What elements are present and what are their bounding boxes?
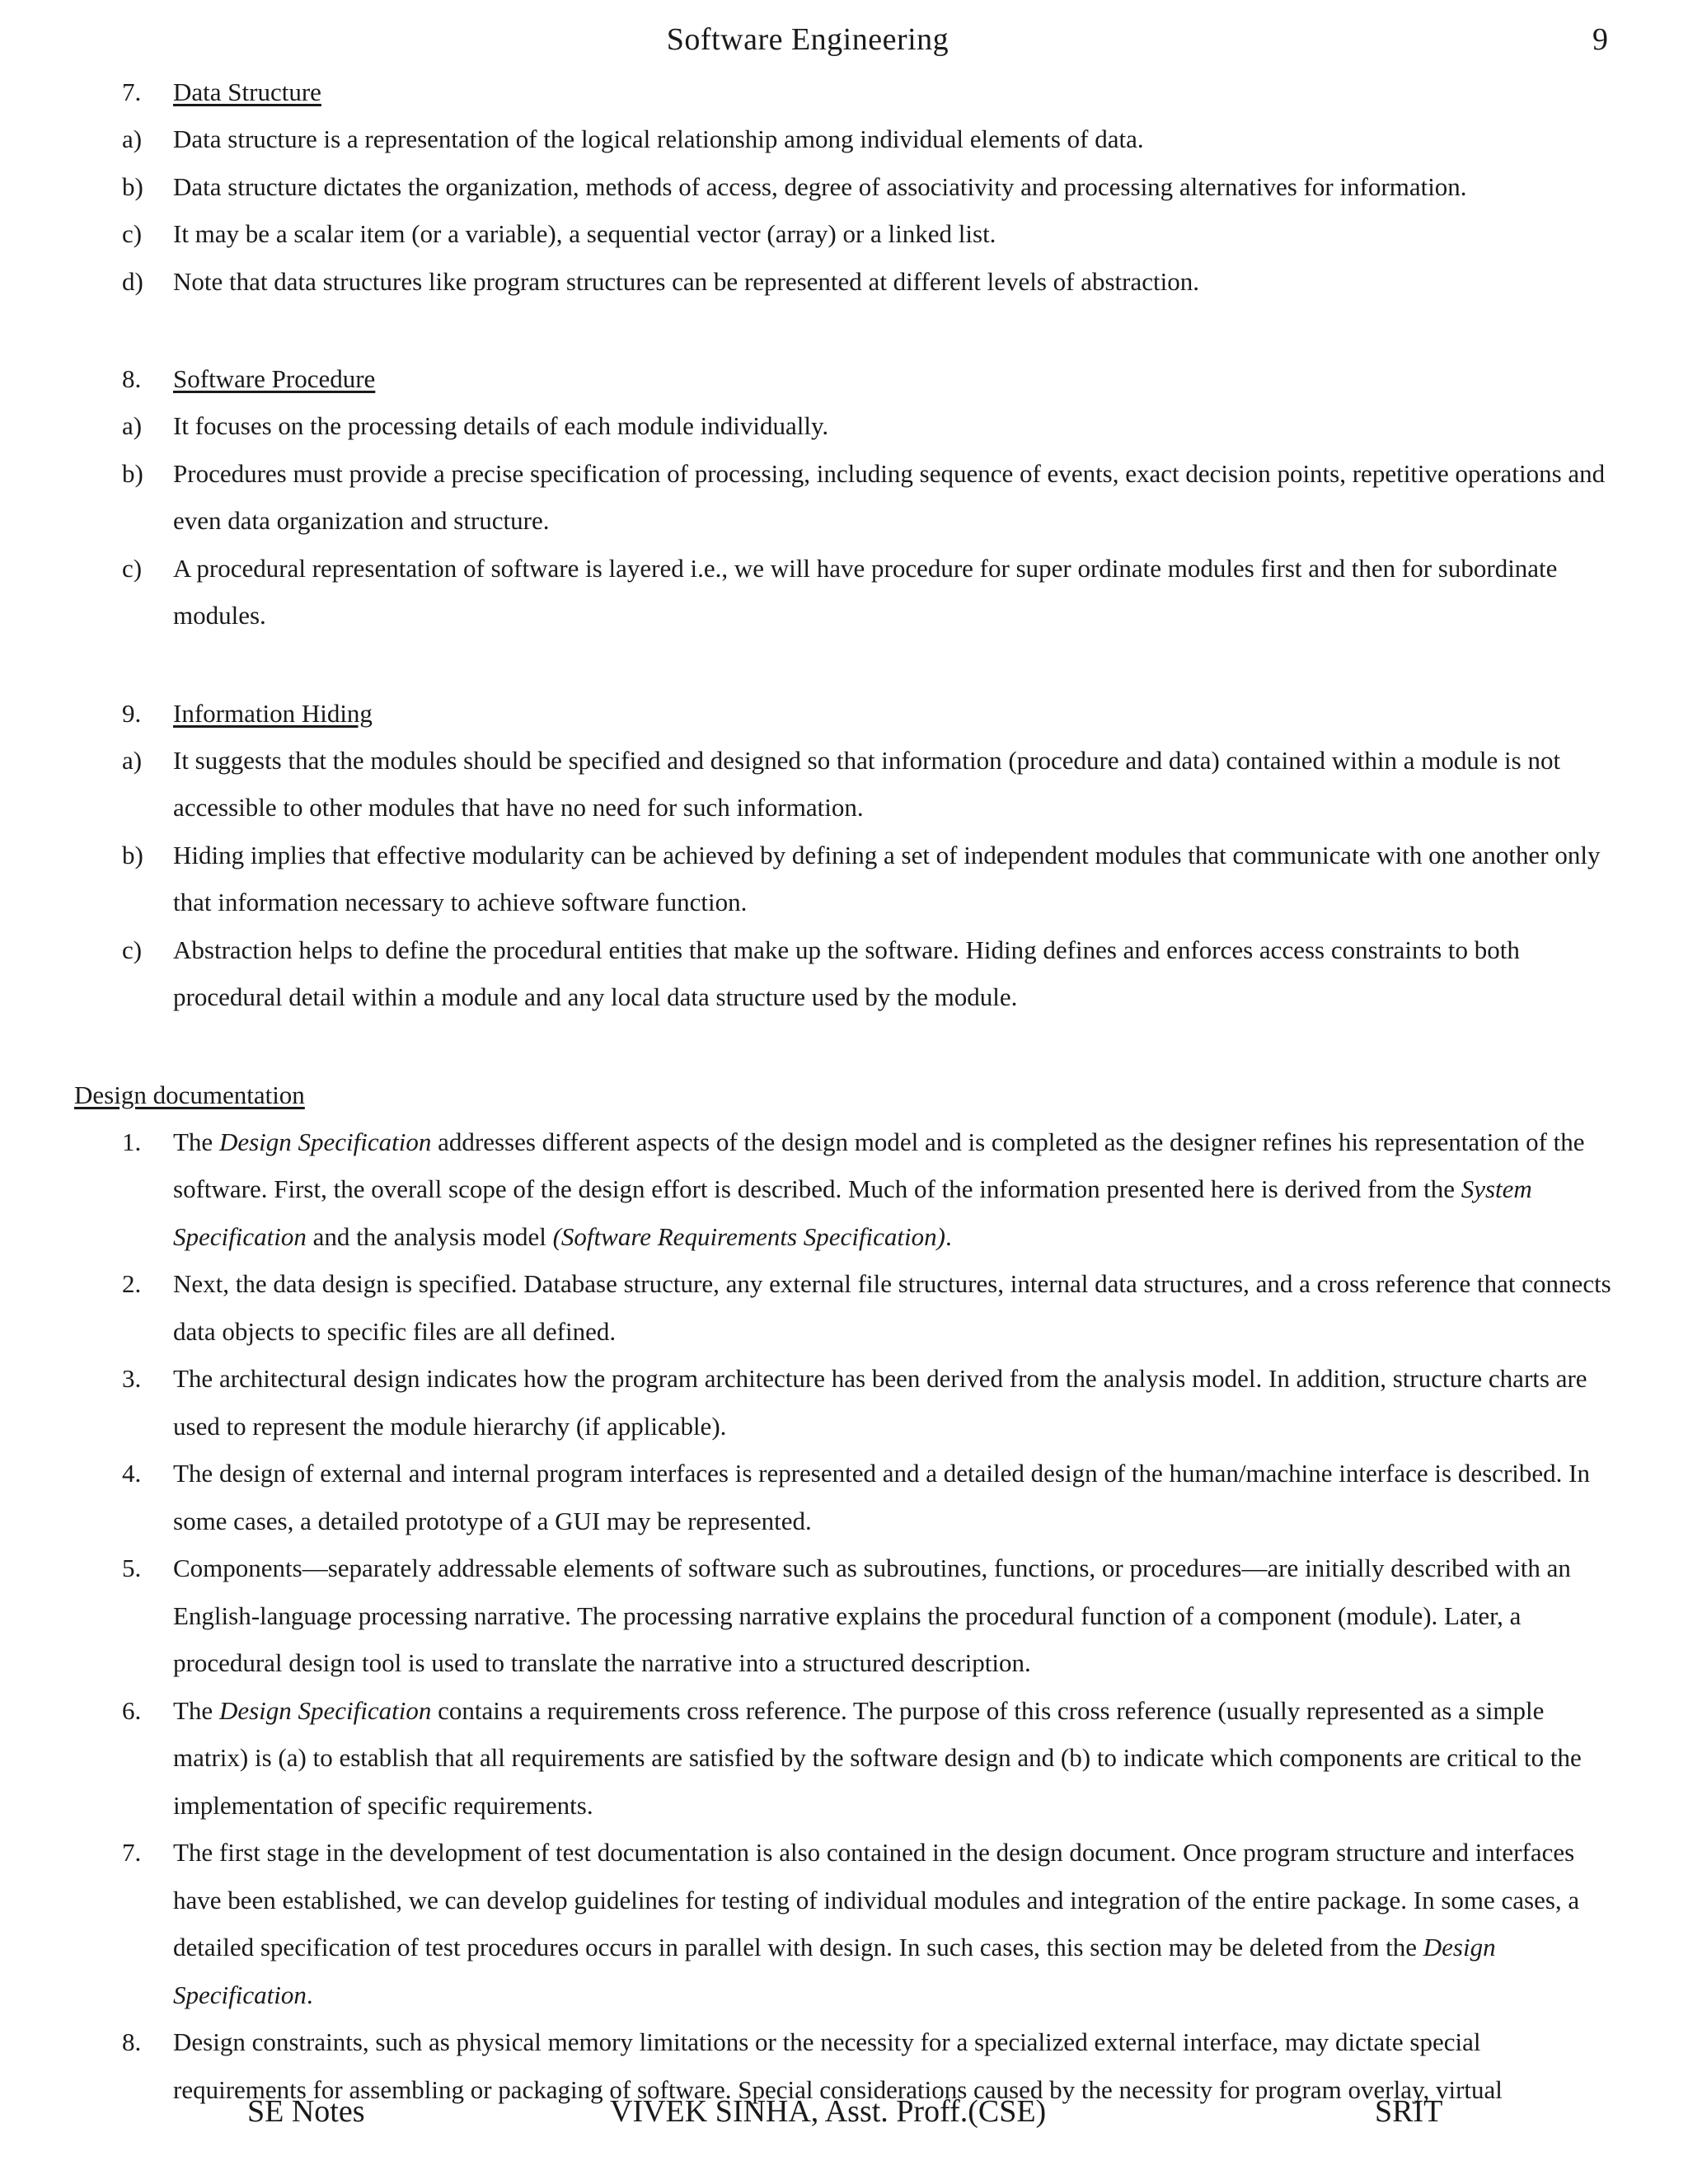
list-marker: 4. xyxy=(122,1459,142,1488)
list-item-text: Hiding implies that effective modularity can be achieved by defining a set of independent modules that communicate with one another only that information necessary to achieve software function. xyxy=(173,840,1601,916)
list-item-text xyxy=(173,1260,1611,1355)
section-title: Design documentation xyxy=(74,1080,305,1109)
list-marker: b) xyxy=(122,171,143,201)
section-information-hiding xyxy=(0,691,1688,1021)
list-marker: 8. xyxy=(122,2027,142,2056)
italic-text: Design Specification xyxy=(218,1695,432,1725)
page-number: 9 xyxy=(1592,22,1608,57)
list-item-text xyxy=(173,1450,1611,1544)
spacer xyxy=(0,640,1688,691)
list-marker: a) xyxy=(122,411,143,440)
list-item xyxy=(0,402,1688,450)
list-marker: 6. xyxy=(122,1695,142,1725)
italic-text: (Software Requirements Specification) xyxy=(552,1221,945,1251)
list-item xyxy=(0,832,1688,926)
text-run: Components—separately addressable elements of software such as subroutines, functions, or procedures—are initially described with an English-language processing narrative. The processing narrative explains the procedural function of a component (module). Later, a procedural design tool is used to translate the narrative into a structured description. xyxy=(173,1554,1571,1677)
text-run: Design constraints, such as physical memory limitations or the necessity for a specialized external interface, may dictate special requirements for assembling or packaging of software. Special considerations caused by the necessity for program overlay, virtual xyxy=(173,2027,1503,2104)
section-heading xyxy=(0,691,1688,737)
list-item xyxy=(0,115,1688,163)
text-run: The xyxy=(173,1127,219,1156)
page-content xyxy=(0,69,1688,2113)
list-item xyxy=(0,1355,1688,1450)
list-item-text: Data structure dictates the organization, methods of access, degree of associativity and processing alternatives for information. xyxy=(173,171,1467,201)
list-marker: 7. xyxy=(122,1838,142,1867)
section-heading xyxy=(0,356,1688,402)
italic-text: Design Specification xyxy=(173,1933,1496,2009)
text-run: . xyxy=(306,1980,313,2009)
list-item xyxy=(0,1450,1688,1544)
footer-course: SE Notes xyxy=(247,2094,365,2129)
list-marker: b) xyxy=(122,840,143,869)
footer-institute: SRIT xyxy=(1375,2094,1443,2129)
list-marker: a) xyxy=(122,745,143,775)
section-title: Software Procedure xyxy=(173,364,376,393)
list-item xyxy=(0,1260,1688,1355)
list-item-text xyxy=(173,1544,1611,1687)
footer-author: VIVEK SINHA, Asst. Proff.(CSE) xyxy=(610,2094,1047,2129)
list-item-text xyxy=(173,1355,1611,1450)
list-item xyxy=(0,737,1688,832)
section-heading xyxy=(0,1072,1688,1118)
list-marker: d) xyxy=(122,266,143,296)
italic-text: System Specification xyxy=(173,1174,1532,1251)
section-software-procedure xyxy=(0,356,1688,640)
list-item xyxy=(0,1118,1688,1261)
section-number: 9. xyxy=(122,698,142,728)
list-item-text xyxy=(173,1829,1611,2018)
list-item-text: A procedural representation of software is layered i.e., we will have procedure for super ordinate modules first and then for subordinate modules. xyxy=(173,553,1558,630)
section-number: 7. xyxy=(122,77,142,106)
text-run: and the analysis model xyxy=(306,1221,553,1251)
section-title: Information Hiding xyxy=(173,698,373,728)
list-item xyxy=(0,545,1688,640)
list-marker: 2. xyxy=(122,1269,142,1298)
list-item xyxy=(0,163,1688,211)
text-run: addresses different aspects of the design model and is completed as the designer refines his representation of the software. First, the overall scope of the design effort is described. Much of the information presented here is derived from the xyxy=(173,1127,1585,1203)
list-item xyxy=(0,258,1688,306)
italic-text: Design Specification xyxy=(218,1127,432,1156)
text-run: The xyxy=(173,1695,219,1725)
list-item-text: Procedures must provide a precise specification of processing, including sequence of events, exact decision points, repetitive operations and even data organization and structure. xyxy=(173,458,1606,535)
list-item-text: It suggests that the modules should be specified and designed so that information (procedure and data) contained within a module is not accessible to other modules that have no need for such information. xyxy=(173,745,1561,822)
list-item-text: It may be a scalar item (or a variable), a sequential vector (array) or a linked list. xyxy=(173,219,996,248)
list-item xyxy=(0,1544,1688,1687)
list-item-text xyxy=(173,1687,1611,1830)
list-marker: b) xyxy=(122,458,143,488)
text-run: . xyxy=(945,1221,952,1251)
list-item xyxy=(0,1687,1688,1830)
section-data-structure xyxy=(0,69,1688,305)
list-item-text: Abstraction helps to define the procedural entities that make up the software. Hiding defines and enforces access constraints to both procedural detail within a module and any local data structure used by the module. xyxy=(173,935,1520,1011)
list-item xyxy=(0,1829,1688,2018)
text-run: The first stage in the development of test documentation is also contained in the design document. Once program structure and interfaces have been established, we can develop guidelines for testing of individual modules and integration of the entire package. In some cases, a detailed specification of test procedures occurs in parallel with design. In such cases, this section may be deleted from the xyxy=(173,1838,1580,1961)
design-documentation-list xyxy=(0,1118,1688,2114)
list-item-text: It focuses on the processing details of each module individually. xyxy=(173,411,829,440)
section-heading xyxy=(0,69,1688,115)
list-marker: 3. xyxy=(122,1364,142,1393)
text-run: The design of external and internal program interfaces is represented and a detailed design of the human/machine interface is described. In some cases, a detailed prototype of a GUI may be represented. xyxy=(173,1459,1590,1535)
page-header-title: Software Engineering xyxy=(666,22,950,57)
text-run: Next, the data design is specified. Database structure, any external file structures, internal data structures, and a cross reference that connects data objects to specific files are all defined. xyxy=(173,1269,1611,1346)
list-item xyxy=(0,210,1688,258)
list-marker: a) xyxy=(122,124,143,153)
list-item xyxy=(0,926,1688,1021)
list-marker: c) xyxy=(122,219,143,248)
section-design-documentation xyxy=(0,1072,1688,2114)
section-number: 8. xyxy=(122,364,142,393)
section-title: Data Structure xyxy=(173,77,321,106)
list-item-text: Note that data structures like program structures can be represented at different levels of abstraction. xyxy=(173,266,1199,296)
spacer xyxy=(0,305,1688,356)
list-marker: c) xyxy=(122,935,143,964)
list-marker: c) xyxy=(122,553,143,583)
text-run: The architectural design indicates how the program architecture has been derived from the analysis model. In addition, structure charts are used to represent the module hierarchy (if applicable). xyxy=(173,1364,1587,1441)
list-item-text: Data structure is a representation of the logical relationship among individual elements of data. xyxy=(173,124,1144,153)
list-marker: 1. xyxy=(122,1127,142,1156)
list-item xyxy=(0,450,1688,545)
list-marker: 5. xyxy=(122,1554,142,1582)
spacer xyxy=(0,1021,1688,1072)
list-item-text xyxy=(173,1118,1611,1261)
text-run: contains a requirements cross reference. The purpose of this cross reference (usually represented as a simple matrix) is (a) to establish that all requirements are satisfied by the software design and (b) to indicate which components are critical to the implementation of specific requirements. xyxy=(173,1695,1582,1820)
page-footer xyxy=(0,2093,1688,2139)
